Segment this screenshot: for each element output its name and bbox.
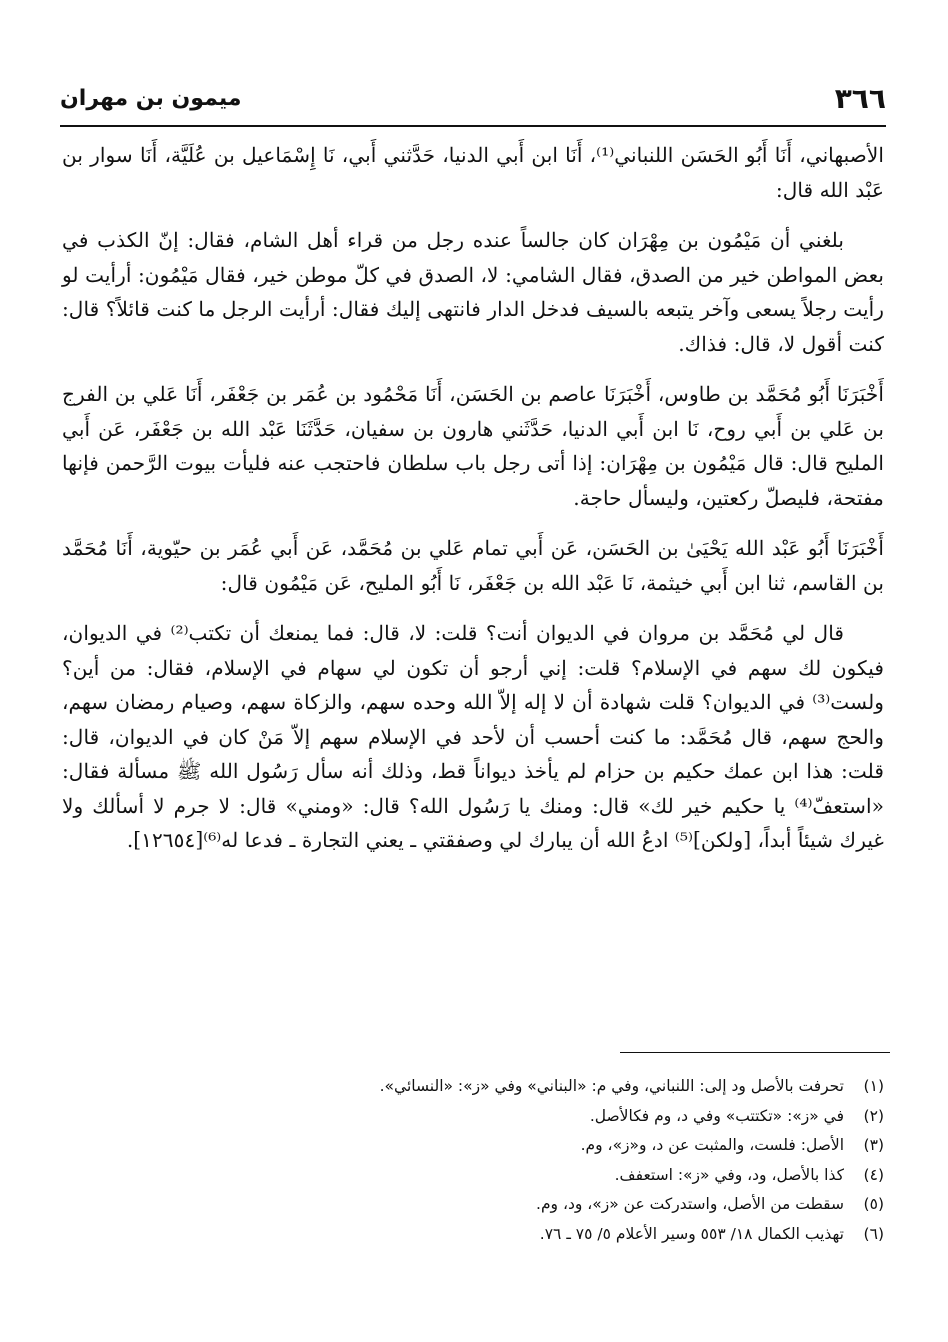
- footnote-text: في «ز»: «تكتتب» وفي د، وم فكالأصل.: [589, 1106, 844, 1125]
- running-title: ميمون بن مهران: [60, 86, 242, 111]
- footnote-number: (٤): [863, 1165, 884, 1184]
- footnote-item: [300, 1102, 884, 1132]
- main-text: [62, 138, 884, 874]
- paragraph-3: أَخْبَرَنَا أَبُو مُحَمَّد بن طاوس، أَخْبَرَنَا عاصم بن الحَسَن، أَنَا مَحْمُود بن عُمَر بن جَعْفَر، أَنَا عَلي بن الفرج بن عَلي بن أَبي روح، نَا ابن أَبي الدنيا، حَدَّثَني هارون بن سفيان، حَدَّثَنَا عَبْد الله بن جَعْفَر، عَن أَبي المليح قال: قال مَيْمُون بن مِهْرَان: إذا أتى رجل باب سلطان فاحتجب عنه فليأت بيوت الرَّحمن فإنها مفتحة، فليصلّ ركعتين، وليسأل حاجة.: [62, 382, 884, 510]
- footnotes: [300, 1072, 884, 1249]
- footnote-text: تحرفت بالأصل ود إلى: اللنباني، وفي م: «البناني» وفي «ز»: «النسائي».: [379, 1077, 844, 1095]
- footnote-item: [300, 1190, 884, 1220]
- paragraph-1: الأصبهاني، أَنَا أَبُو الحَسَن اللنباني⁽¹⁾، أَنَا ابن أَبي الدنيا، حَدَّثني أَبي، نَا إِسْمَاعيل بن عُلَيَّة، أَنَا سوار بن عَبْد الله قال:: [62, 143, 884, 202]
- footnote-item: [300, 1131, 884, 1161]
- footnote-number: (٦): [863, 1224, 884, 1243]
- paragraph-4: أَخْبَرَنَا أَبُو عَبْد الله يَحْيَىٰ بن الحَسَن، عَن أَبي تمام عَلي بن مُحَمَّد، عَن أَبي عُمَر بن حيّوية، أَنَا مُحَمَّد بن القاسم، ثنا ابن أَبي خيثمة، نَا عَبْد الله بن جَعْفَر، نَا أَبُو المليح، عَن مَيْمُون قال:: [62, 536, 884, 595]
- paragraph-5: قال لي مُحَمَّد بن مروان في الديوان أنت؟ قلت: لا، قال: فما يمنعك أن تكتب⁽²⁾ في الديوان، فيكون لك سهم في الإسلام؟ قلت: إني أرجو أن تكون لي سهام في الإسلام، فقال: من أين؟ ولست⁽³⁾ في الديوان؟ قلت شهادة أن لا إله إلاّ الله وحده سهم، والزكاة سهم، وصيام رمضان سهم، والحج سهم، قال مُحَمَّد: ما كنت أحسب أن لأحد في الإسلام سهم إلاّ مَنْ كان في الديوان، قال: قلت: هذا ابن عمك حكيم بن حزام لم يأخذ ديواناً قط، وذلك أنه سأل رَسُول الله ﷺ مسألة فقال: «استعفّ⁽⁴⁾ يا حكيم خير لك» قال: ومنك يا رَسُول الله؟ قال: «ومني» قال: لا جرم لا أسألك ولا غيرك شيئاً أبداً، [ولكن]⁽⁵⁾ ادعُ الله أن يبارك لي وصفقتي ـ يعني التجارة ـ فدعا له⁽⁶⁾[١٢٦٥٤].: [62, 621, 884, 852]
- footnote-text: الأصل: فلست، والمثبت عن د، و«ز»، وم.: [580, 1136, 844, 1154]
- footnote-text: سقطت من الأصل، واستدركت عن «ز»، ود، وم.: [536, 1195, 844, 1213]
- page-number: ٣٦٦: [834, 82, 886, 115]
- footnote-item: [300, 1220, 884, 1250]
- footnote-item: [300, 1161, 884, 1191]
- footnote-text: تهذيب الكمال ١٨/ ٥٥٣ وسير الأعلام ٥/ ٧٥ ـ ٧٦.: [539, 1224, 844, 1243]
- footnote-number: (١): [863, 1077, 884, 1095]
- page-header: [60, 82, 886, 122]
- footnote-item: [300, 1072, 884, 1102]
- footnote-number: (٣): [863, 1136, 884, 1154]
- paragraph-2: بلغني أن مَيْمُون بن مِهْرَان كان جالساً عنده رجل من قراء أهل الشام، فقال: إنّ الكذب في بعض المواطن خير من الصدق، فقال الشامي: لا، الصدق في كلّ موطن خير، فقال مَيْمُون: أرأيت لو رأيت رجلاً يسعى وآخر يتبعه بالسيف فدخل الدار فانتهى إليك فقال: أرأيت الرجل ما كنت قائلاً؟ قال: كنت أقول لا، قال: فذاك.: [62, 228, 884, 356]
- footnote-divider: [620, 1052, 890, 1053]
- header-divider: [60, 125, 886, 127]
- footnote-number: (٢): [863, 1106, 884, 1125]
- footnote-number: (٥): [863, 1195, 884, 1213]
- footnote-text: كذا بالأصل، ود، وفي «ز»: استعفف.: [614, 1165, 844, 1184]
